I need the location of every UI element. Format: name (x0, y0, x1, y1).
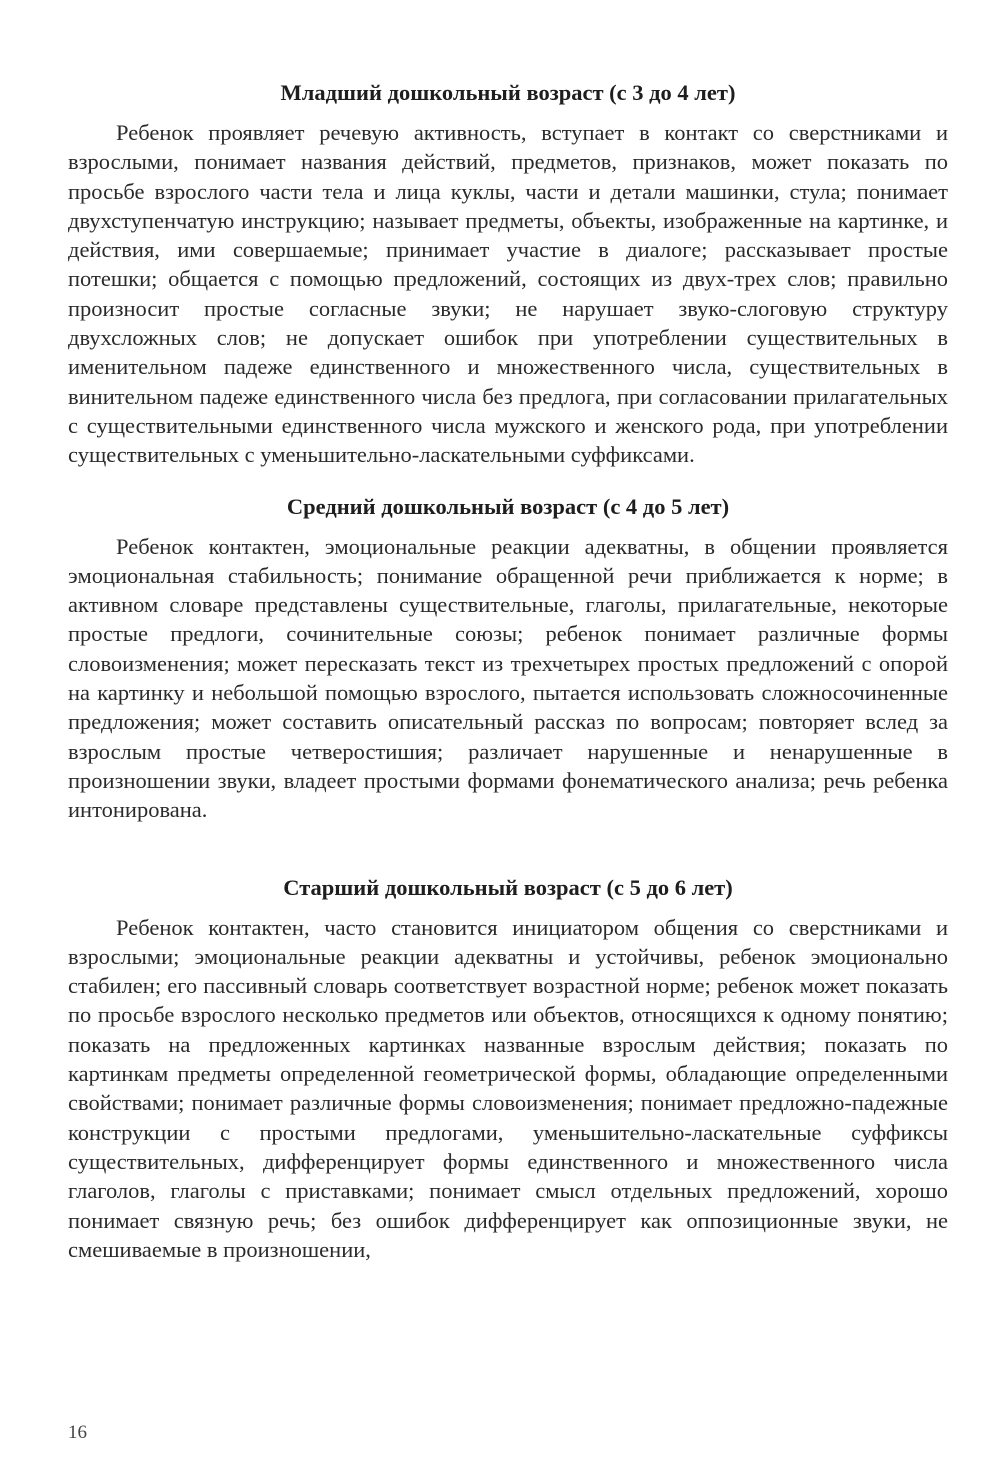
section-text-junior: Ребенок проявляет речевую активность, вступает в контакт со сверстниками и взрослыми, понимает названия действий, предметов, признаков, может показать по просьбе взрослого части тела и лица куклы, части и детали машинки, стула; понимает двухступенчатую инструкцию; называет предметы, объекты, изображенные на картинке, и действия, ими совершаемые; принимает участие в диалоге; рассказывает простые потешки; общается с помощью предложений, состоящих из двух-трех слов; правильно произносит простые согласные звуки; не нарушает звуко-слоговую структуру двухсложных слов; не допускает ошибок при употреблении существительных в именительном падеже единственного и множественного числа, существительных в винительном падеже единственного числа без предлога, при согласовании прилагательных с существительными единственного числа мужского и женского рода, при употреблении существительных с уменьшительно-ласкательными суффиксами. (68, 120, 948, 468)
section-text-middle: Ребенок контактен, эмоциональные реакции адекватны, в общении проявляется эмоциональная стабильность; понимание обращенной речи приближается к норме; в активном словаре представлены существительные, глаголы, прилагательные, некоторые простые предлоги, сочинительные союзы; ребенок понимает различные формы словоизменения; может пересказать текст из трехчетырех простых предложений с опорой на картинку и небольшой помощью взрослого, пытается использовать сложносочиненные предложения; может составить описательный рассказ по вопросам; повторяет вслед за взрослым простые четверостишия; различает нарушенные и ненарушенные в произношении звуки, владеет простыми формами фонематического анализа; речь ребенка интонирована. (68, 533, 948, 823)
section-title-senior: Старший дошкольный возраст (с 5 до 6 лет) (283, 874, 733, 900)
page-number: 16 (68, 1422, 87, 1443)
section-text-senior: Ребенок контактен, часто становится инициатором общения со сверстниками и взрослыми; эмоциональные реакции адекватны и устойчивы, ребенок эмоционально стабилен; его пассивный словарь соответствует возрастной норме; ребенок может показать по просьбе взрослого несколько предметов или объектов, относящихся к одному понятию; показать на предложенных картинках названные взрослым действия; показать по картинкам предметы определенной геометрической формы, обладающие определенными свойствами; понимает различные формы словоизменения; понимает предложно-падежные конструкции с простыми предлогами, уменьшительно-ласкательные суффиксы существительных, дифференцирует формы единственного и множественного числа глаголов, глаголы с приставками; понимает смысл отдельных предложений, хорошо понимает связную речь; без ошибок дифференцирует как оппозиционные звуки, не смешиваемые в произношении, (68, 914, 948, 1262)
section-title-junior: Младший дошкольный возраст (с 3 до 4 лет) (280, 80, 736, 105)
document-page (68, 78, 948, 1264)
section-title-middle: Средний дошкольный возраст (с 4 до 5 лет) (286, 493, 730, 519)
